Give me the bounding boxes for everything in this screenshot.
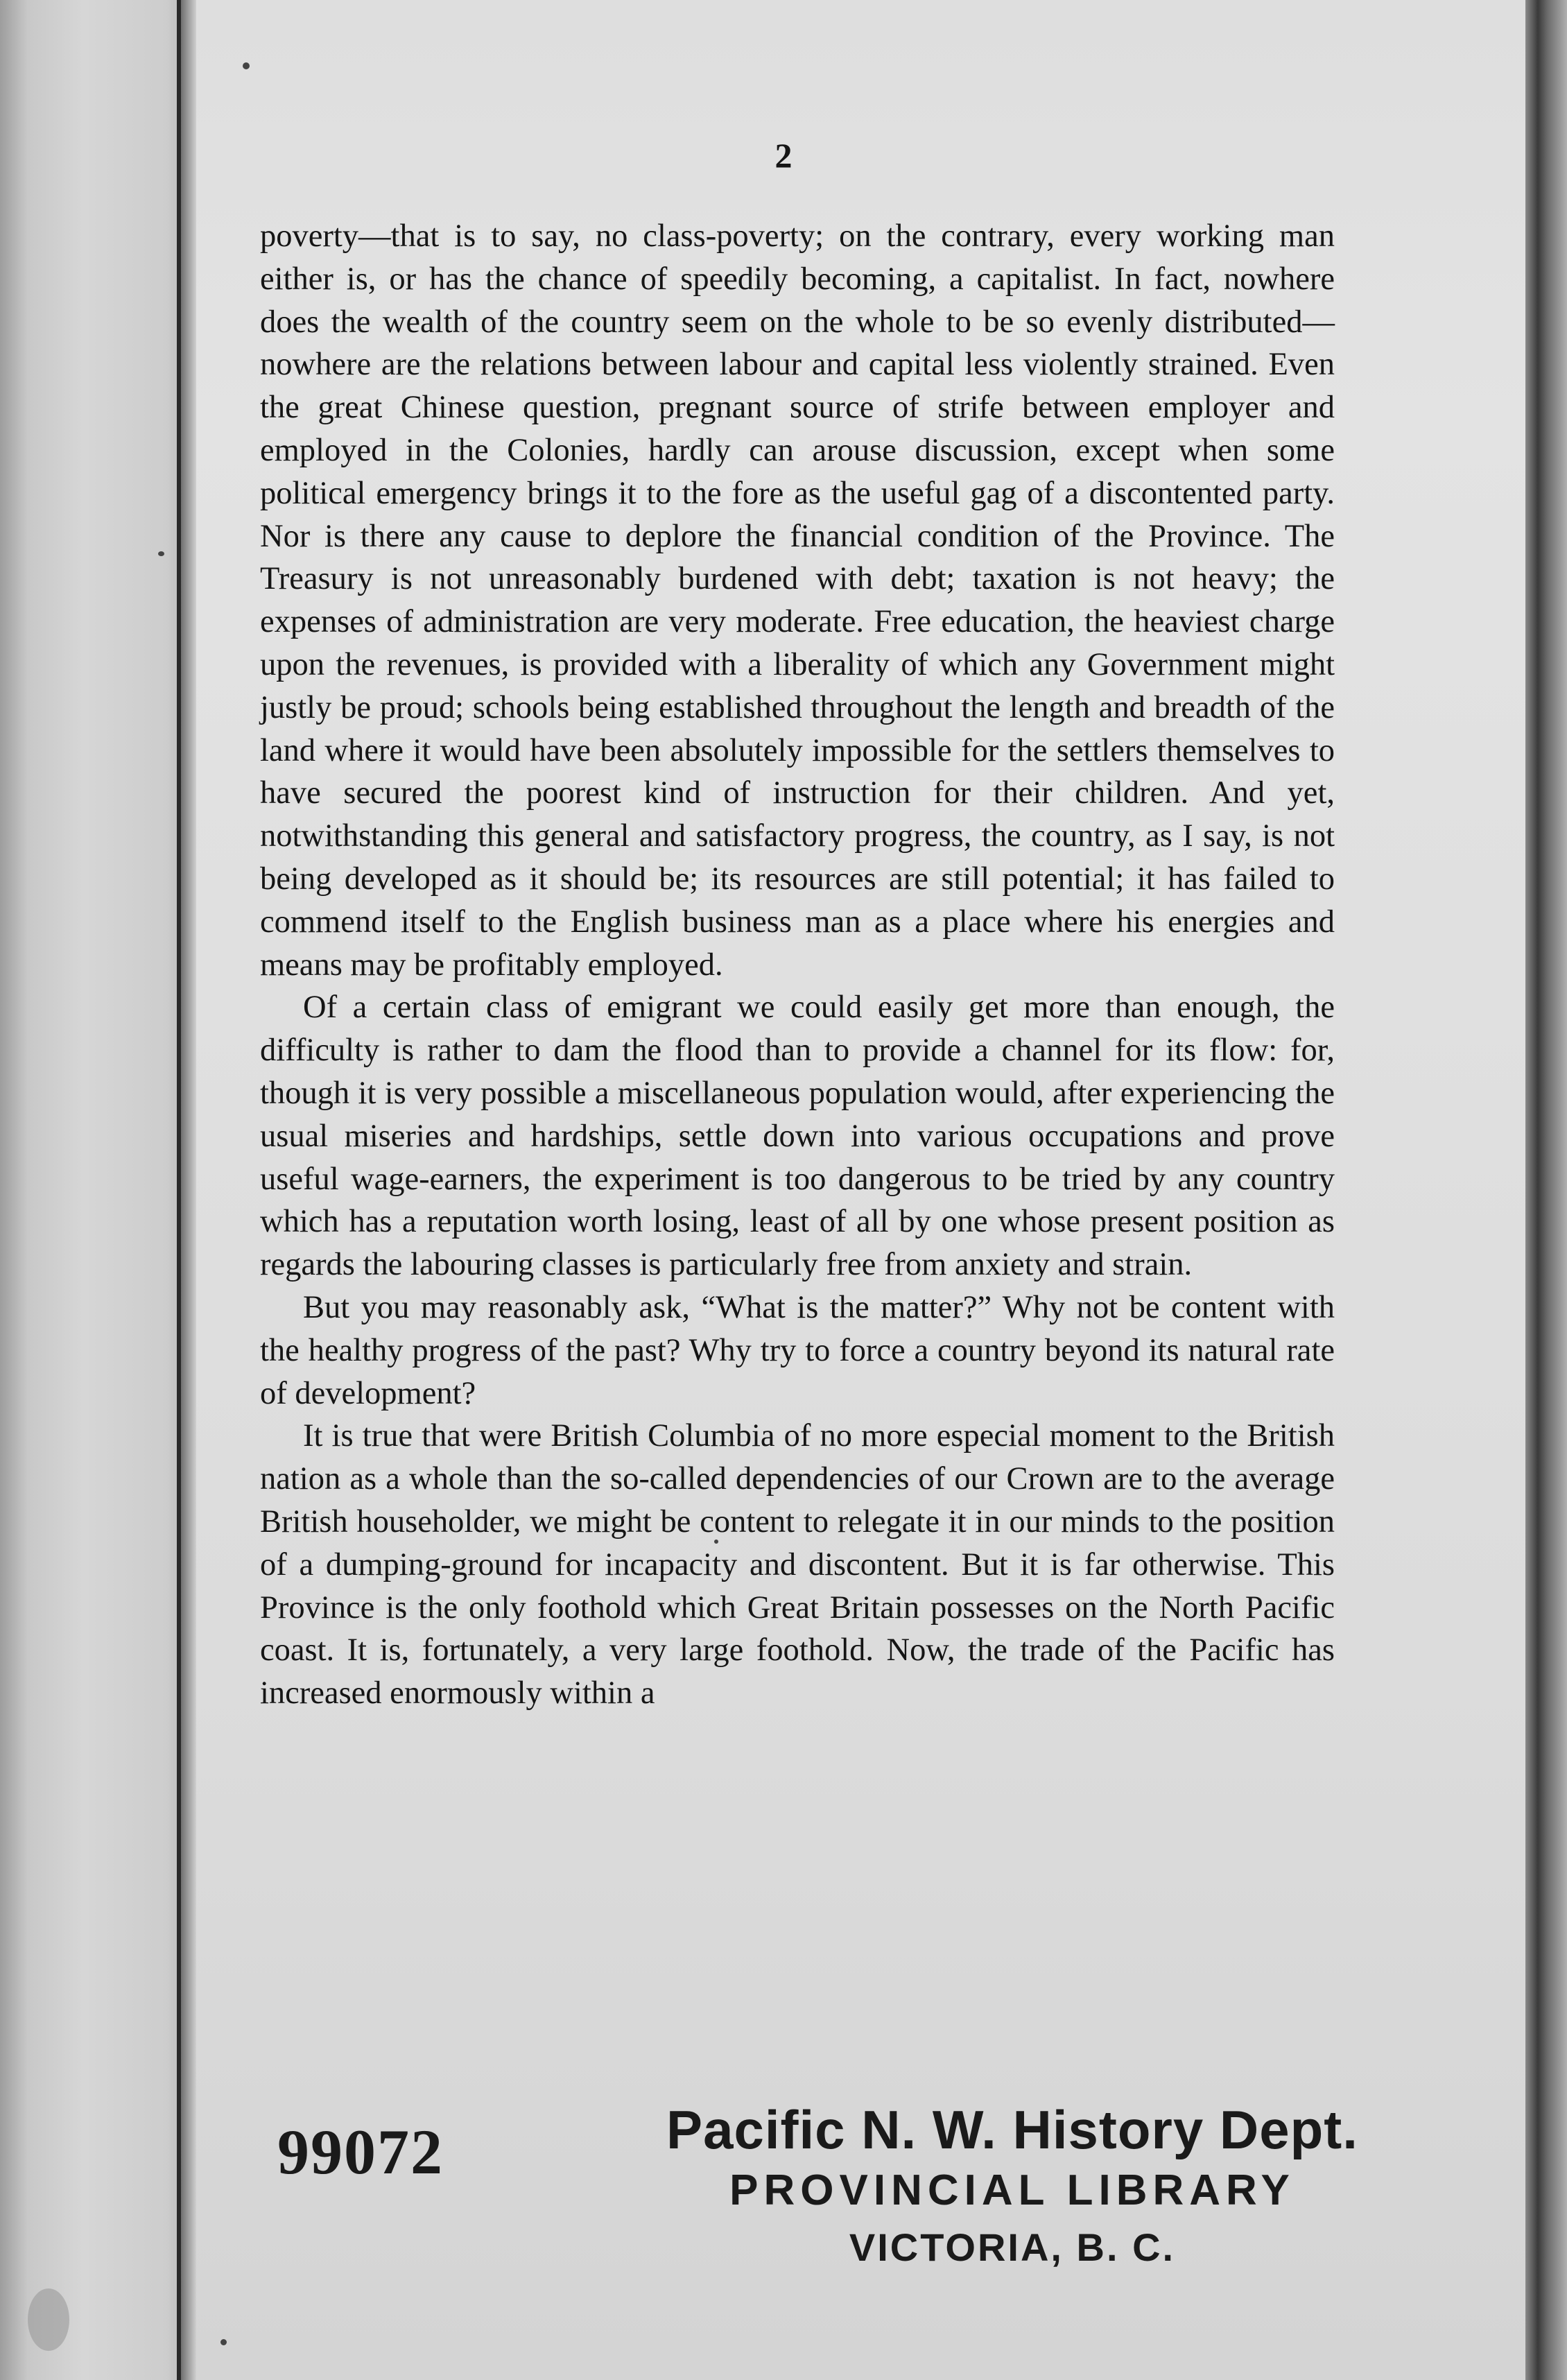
stamp-library: PROVINCIAL LIBRARY (729, 2166, 1295, 2214)
paragraph-2: Of a certain class of emigrant we could easily get more than enough, the difficulty is rather to dam the flood than to provide a channel for its flow: for, though it is very possible a miscellaneous population would, after experiencing the usual miseries and hardships, settle down into various occupations and prove useful wage-earners, the experiment is too dangerous to be tried by any country which has a reputation worth losing, least of all by one whose present position as regards the labouring classes is particularly free from anxiety and strain. (260, 990, 1335, 1283)
body-text (260, 215, 1335, 1715)
paragraph-3: But you may reasonably ask, “What is the matter?” Why not be content with the healthy progress of the past? Why try to force a country beyond its natural rate of development? (260, 1289, 1335, 1411)
dust-speck (158, 551, 164, 556)
paragraph-1: poverty—that is to say, no class-poverty; on the contrary, every working man either is, or has the chance of speedily becoming, a capitalist. In fact, nowhere does the wealth of the country seem on the whole to be so evenly distributed—nowhere are the relations between labour and capital less violently strained. Even the great Chinese question, pregnant source of strife between employer and employed in the Colonies, hardly can arouse discussion, except when some political emergency brings it to the fore as the useful gag of a discontented party. Nor is there any cause to deplore the financial condition of the Province. The Treasury is not unreasonably burdened with debt; taxation is not heavy; the expenses of administration are very moderate. Free education, the heaviest charge upon the revenues, is provided with a liberality of which any Government might justly be proud; schools being established throughout the length and breadth of the land where it would have been absolutely impossible for the settlers themselves to have secured the poorest kind of instruction for their children. And yet, notwithstanding this general and satisfactory progress, the country, as I say, is not being developed as it should be; its resources are still potential; it has failed to commend itself to the English business man as a place where his energies and means may be profitably employed. (260, 218, 1335, 983)
dust-speck (28, 2288, 69, 2351)
paragraph-4: It is true that were British Columbia of no more especial moment to the British nation as a whole than the so-called dependencies of our Crown are to the average British householder, we might be content to relegate it in our minds to the position of a dumping-ground for incapacity and discontent. But it is far otherwise. This Province is the only foothold which Great Britain possesses on the North Pacific coast. It is, fortunately, a very large foothold. Now, the trade of the Pacific has increased enormously within a (260, 1418, 1335, 1711)
right-page-edge (1525, 0, 1567, 2380)
stamp-location: VICTORIA, B. C. (849, 2225, 1176, 2269)
page-number: 2 (774, 136, 793, 175)
dust-speck (243, 62, 250, 69)
left-edge-shadow (181, 0, 196, 2380)
stamp-department: Pacific N. W. History Dept. (666, 2099, 1358, 2160)
library-stamp (645, 2098, 1380, 2275)
accession-number: 99072 (277, 2116, 444, 2187)
left-binding-strip (0, 0, 184, 2380)
dust-speck (714, 1540, 718, 1544)
dust-speck (220, 2339, 227, 2345)
